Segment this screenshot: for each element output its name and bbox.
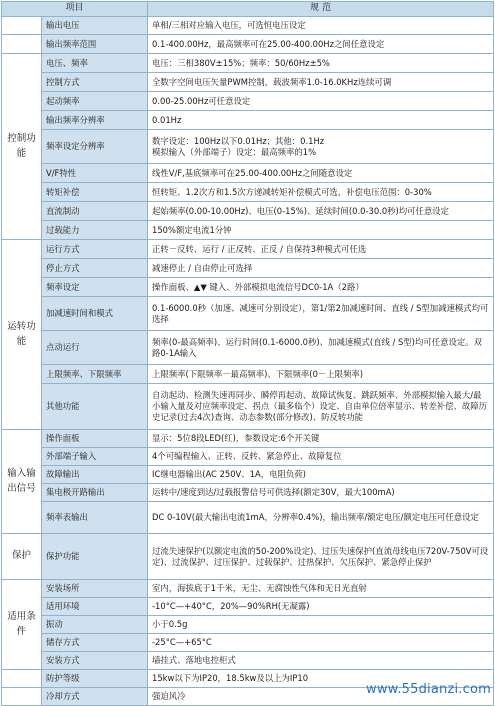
table-row	[2, 54, 494, 73]
row-item: 控制方式	[42, 73, 148, 92]
row-spec: 数字设定：100Hz以下0.01Hz；其他：0.1Hz 模拟输入（外部端子）设定：最高频率的1%	[148, 130, 494, 164]
group-label-protection: 保护	[2, 534, 42, 580]
row-item: 保护功能	[42, 534, 148, 580]
row-item: 运行方式	[42, 240, 148, 259]
row-spec: 0.1-6000.0秒（加速、减速可分别设定），第1/第2加减速时间、直线 / S型加减速模式均可选择	[148, 297, 494, 331]
row-item: 输出频率范围	[42, 35, 148, 54]
group-cell-blank	[2, 35, 42, 54]
row-spec: 0.00-25.00Hz可任意设定	[148, 92, 494, 111]
row-item: 防护等级	[42, 670, 148, 688]
header-spec: 规 范	[148, 2, 494, 17]
row-item: 停止方式	[42, 259, 148, 278]
table-row	[2, 17, 494, 35]
row-spec: 频率(0-最高频率)、运行时间(0.1-6000.0秒)、加减速模式(直线 / S型)均可任意设定。双路0-1A输入	[148, 331, 494, 365]
group-label-control: 控制功能	[2, 54, 42, 240]
row-spec: 小于0.5g	[148, 616, 494, 634]
header-item: 项目	[2, 2, 148, 17]
row-spec: 运转中/速度到达/过载报警信号可供选择(额定30V，最大100mA)	[148, 484, 494, 502]
row-spec: 上限频率(下限频率－最高频率)、下限频率(0－上限频率)	[148, 365, 494, 384]
table-row	[2, 183, 494, 202]
row-item: 操作面板	[42, 430, 148, 448]
table-row	[2, 534, 494, 580]
row-item: 其他功能	[42, 384, 148, 430]
row-spec: 线性V/F,基底频率可在25.00-400.00Hz之间随意设定	[148, 164, 494, 183]
table-row	[2, 331, 494, 365]
table-row	[2, 448, 494, 466]
table-row	[2, 365, 494, 384]
row-item: 储存方式	[42, 634, 148, 652]
row-item: 集电极开路输出	[42, 484, 148, 502]
row-spec: 自动起动、检测失速再同步、瞬停再起动、故障试恢复、跳跃频率、外部模拟输入最大/最小输入量及对应频率设定、拐点（最多临个）设定、自由单位倍率显示、转差补偿、故障历史记录(过去4次)查询、动态参数(部分修改)、防反转功能	[148, 384, 494, 430]
row-item: 过载能力	[42, 221, 148, 240]
row-item: 直流制动	[42, 202, 148, 221]
table-row	[2, 652, 494, 670]
table-row	[2, 278, 494, 297]
table-row	[2, 130, 494, 164]
row-spec: 150%额定电流1分钟	[148, 221, 494, 240]
row-spec: 强迫风冷	[148, 688, 494, 706]
row-item: 故障输出	[42, 466, 148, 484]
row-spec: 减速停止 / 自由停止可选择	[148, 259, 494, 278]
row-item: 输出电压	[42, 17, 148, 35]
row-spec: -10°C—+40°C，20%—90%RH(无凝露)	[148, 598, 494, 616]
row-spec: 电压：三相380V±15%；频率：50/60Hz±5%	[148, 54, 494, 73]
row-spec: IC继电器输出(AC 250V、1A，电阻负荷)	[148, 466, 494, 484]
table-header-row	[2, 2, 494, 17]
row-item: 起动频率	[42, 92, 148, 111]
row-item: 转矩补偿	[42, 183, 148, 202]
row-spec: 全数字空间电压矢量PWM控制，载波频率1.0-16.0KHz连续可调	[148, 73, 494, 92]
row-item: V/F特性	[42, 164, 148, 183]
row-item: 冷却方式	[42, 688, 148, 706]
table-row	[2, 92, 494, 111]
row-item: 频率设定分辨率	[42, 130, 148, 164]
row-spec: 正转－反转、运行 / 正反转、正反 / 自保持3种模式可任选	[148, 240, 494, 259]
watermark: www.55dianzi.com	[366, 682, 491, 697]
table-row	[2, 221, 494, 240]
group-cell-blank	[2, 670, 42, 688]
table-row	[2, 598, 494, 616]
row-item: 安装场所	[42, 580, 148, 598]
table-row	[2, 35, 494, 54]
row-spec: 单相/三相对应输入电压，可选恒电压设定	[148, 17, 494, 35]
table-row	[2, 259, 494, 278]
table-row	[2, 580, 494, 598]
group-cell-blank	[2, 17, 42, 35]
row-item: 频率设定	[42, 278, 148, 297]
table-row	[2, 634, 494, 652]
row-spec: 墙挂式、落地电控柜式	[148, 652, 494, 670]
table-row	[2, 240, 494, 259]
table-row	[2, 502, 494, 534]
row-item: 加减速时间和模式	[42, 297, 148, 331]
row-spec: 过流失速保护(以额定电流的50-200%设定)、过压失速保护(直流母线电压720V-750V可设定)、过流保护、过压保护、过载保护、过热保护、欠压保护、紧急停止保护	[148, 534, 494, 580]
row-item: 上限频率、下限频率	[42, 365, 148, 384]
row-item: 频率表输出	[42, 502, 148, 534]
row-spec: 恒转矩、1.2次方和1.5次方递减转矩补偿模式可选，补偿电压范围：0-30%	[148, 183, 494, 202]
row-item: 输出频率分辨率	[42, 111, 148, 130]
group-label-conditions: 适用条件	[2, 580, 42, 670]
row-item: 安装方式	[42, 652, 148, 670]
group-label-io: 输入输出信号	[2, 430, 42, 534]
table-row	[2, 384, 494, 430]
row-spec: 4个可编程输入、正转、反转、紧急停止、故障复位	[148, 448, 494, 466]
table-row	[2, 466, 494, 484]
table-row	[2, 484, 494, 502]
table-row	[2, 164, 494, 183]
row-spec: DC 0-10V(最大输出电流1mA，分辨率0.4%)，输出频率/额定电压/额定电压可任意设定	[148, 502, 494, 534]
row-spec: 0.01Hz	[148, 111, 494, 130]
row-spec: 起始频率(0.00-10.00Hz)、电压(0-15%)、延续时间(0.0-30.0秒)均可任意设定	[148, 202, 494, 221]
table-row	[2, 297, 494, 331]
table-row	[2, 430, 494, 448]
group-label-operation: 运转功能	[2, 240, 42, 430]
row-item: 点动运行	[42, 331, 148, 365]
row-spec: 0.1-400.00Hz，最高频率可在25.00-400.00Hz之间任意设定	[148, 35, 494, 54]
table-row	[2, 202, 494, 221]
row-item: 外部端子输入	[42, 448, 148, 466]
row-item: 适用环境	[42, 598, 148, 616]
row-spec: 室内，海拔底于1千米，无尘、无腐蚀性气体和无日光直射	[148, 580, 494, 598]
group-cell-blank	[2, 688, 42, 706]
table-row	[2, 616, 494, 634]
row-spec: 操作面板、▲▼ 键入、外部模拟电流信号DC0-1A（2路）	[148, 278, 494, 297]
table-row	[2, 111, 494, 130]
table-row	[2, 73, 494, 92]
row-spec: 15kw以下为IP20，18.5kw及以上为IP10	[148, 670, 494, 688]
row-spec: -25°C—+65°C	[148, 634, 494, 652]
row-item: 电压、频率	[42, 54, 148, 73]
row-item: 振动	[42, 616, 148, 634]
row-spec: 显示：5位8段LED(红)，参数设定:6个开关键	[148, 430, 494, 448]
spec-table	[1, 1, 494, 706]
